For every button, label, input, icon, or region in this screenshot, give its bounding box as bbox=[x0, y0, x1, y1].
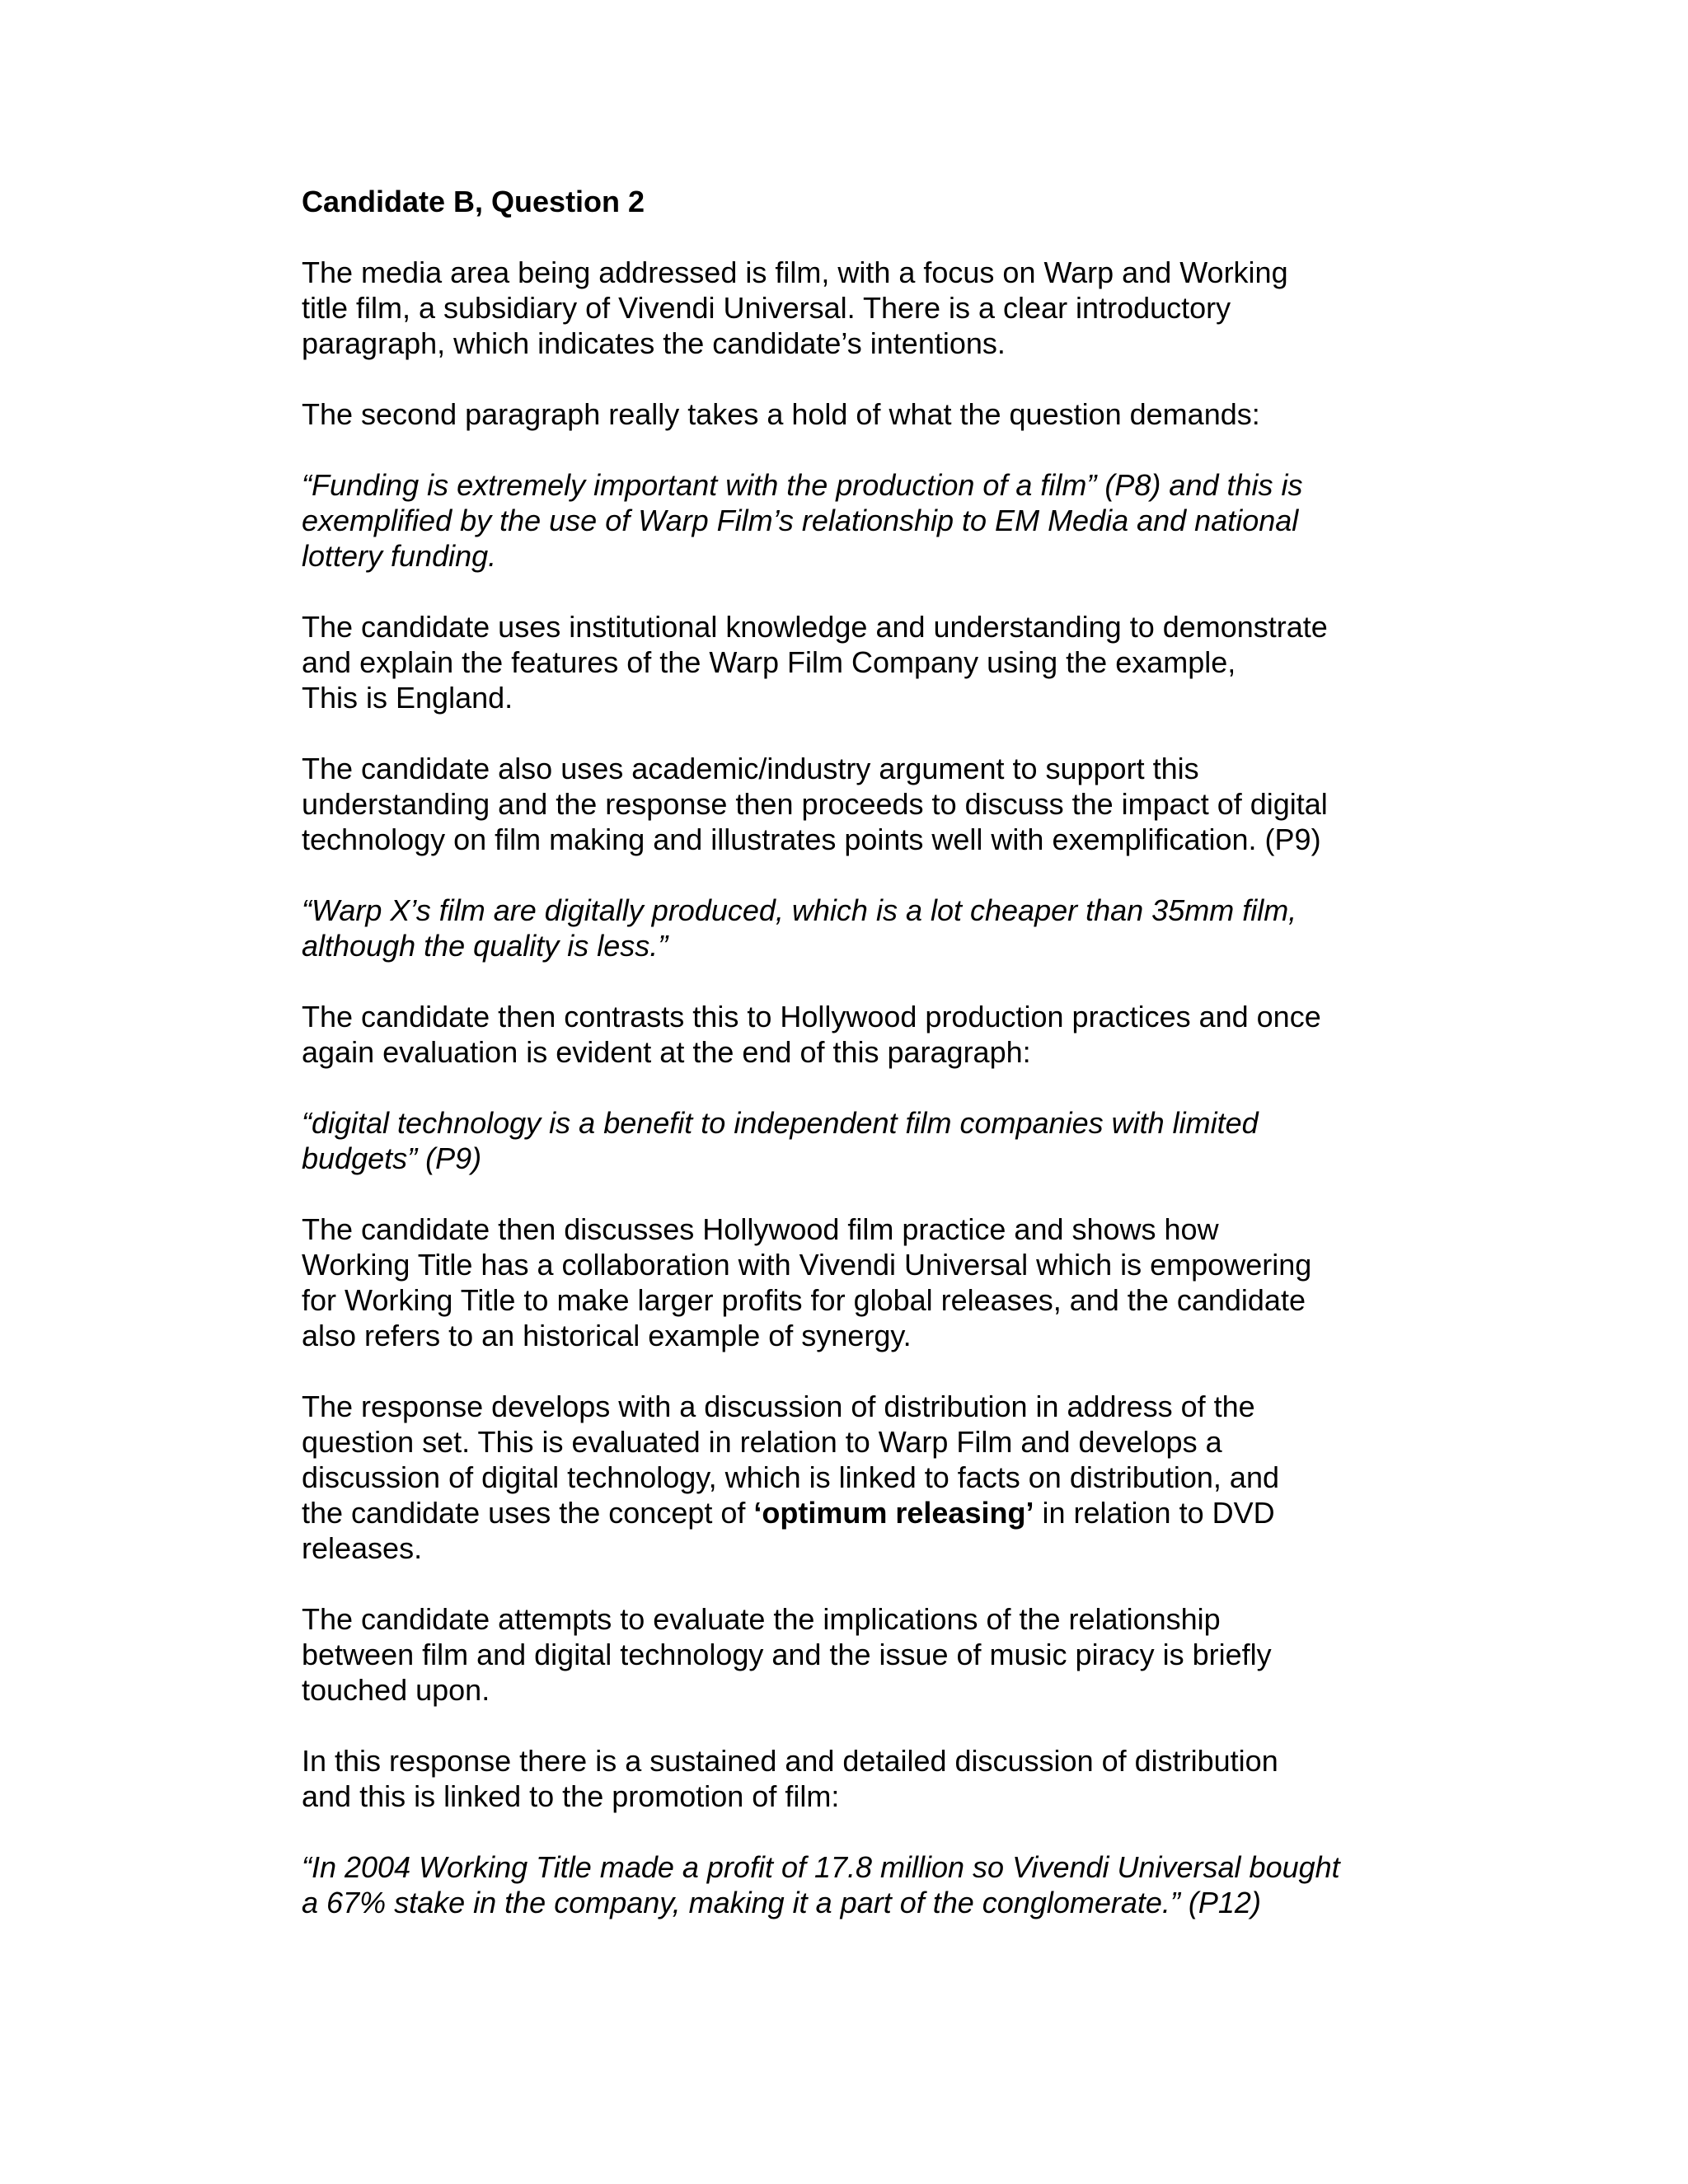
text-line: In this response there is a sustained and detailed discussion of distribution bbox=[302, 1744, 1278, 1778]
text-line: The candidate uses institutional knowledge and understanding to demonstrate bbox=[302, 610, 1328, 644]
text-line: Working Title has a collaboration with Vivendi Universal which is empowering bbox=[302, 1248, 1312, 1282]
text-line: discussion of digital technology, which is linked to facts on distribution, and bbox=[302, 1460, 1279, 1494]
quote-warp-x bbox=[302, 893, 1472, 963]
text-line: paragraph, which indicates the candidate’s intentions. bbox=[302, 326, 1006, 360]
text-fragment: in relation to DVD bbox=[1034, 1496, 1275, 1530]
quote-line: lottery funding. bbox=[302, 539, 497, 573]
text-line: understanding and the response then proceeds to discuss the impact of digital bbox=[302, 787, 1328, 821]
text-fragment: the candidate uses the concept of bbox=[302, 1496, 754, 1530]
text-line: This is England. bbox=[302, 681, 513, 715]
text-line: The candidate attempts to evaluate the implications of the relationship bbox=[302, 1602, 1221, 1636]
paragraph-evaluation bbox=[302, 1601, 1472, 1708]
document-body bbox=[302, 184, 1472, 1956]
text-line: technology on film making and illustrates points well with exemplification. (P9) bbox=[302, 823, 1321, 856]
text-line bbox=[302, 1495, 1472, 1530]
quote-line: budgets” (P9) bbox=[302, 1141, 482, 1175]
paragraph-second bbox=[302, 396, 1472, 432]
paragraph-sustained-discussion bbox=[302, 1743, 1472, 1814]
paragraph-distribution bbox=[302, 1389, 1472, 1566]
text-line: title film, a subsidiary of Vivendi Universal. There is a clear introductory bbox=[302, 291, 1231, 325]
bold-term-optimum-releasing: ‘optimum releasing’ bbox=[753, 1496, 1034, 1530]
text-line: for Working Title to make larger profits for global releases, and the candidate bbox=[302, 1283, 1306, 1317]
quote-line: “Warp X’s film are digitally produced, which is a lot cheaper than 35mm film, bbox=[302, 893, 1297, 927]
quote-line: “digital technology is a benefit to independent film companies with limited bbox=[302, 1106, 1259, 1140]
text-line: and explain the features of the Warp Film Company using the example, bbox=[302, 645, 1236, 679]
quote-line: exemplified by the use of Warp Film’s relationship to EM Media and national bbox=[302, 504, 1299, 537]
quote-digital-technology bbox=[302, 1105, 1472, 1176]
text-line: The media area being addressed is film, with a focus on Warp and Working bbox=[302, 255, 1288, 289]
text-line: touched upon. bbox=[302, 1673, 490, 1707]
paragraph-hollywood-contrast bbox=[302, 999, 1472, 1070]
text-line: also refers to an historical example of synergy. bbox=[302, 1319, 912, 1352]
paragraph-intro bbox=[302, 255, 1472, 361]
text-line: The candidate also uses academic/industry argument to support this bbox=[302, 752, 1199, 785]
text-line: again evaluation is evident at the end of this paragraph: bbox=[302, 1035, 1031, 1069]
quote-line: “Funding is extremely important with the production of a film” (P8) and this is bbox=[302, 468, 1303, 502]
paragraph-working-title bbox=[302, 1212, 1472, 1353]
text-line: question set. This is evaluated in relation to Warp Film and develops a bbox=[302, 1425, 1222, 1459]
text-line: between film and digital technology and the issue of music piracy is briefly bbox=[302, 1638, 1272, 1671]
text-line: The second paragraph really takes a hold of what the question demands: bbox=[302, 397, 1260, 431]
quote-line: a 67% stake in the company, making it a part of the conglomerate.” (P12) bbox=[302, 1886, 1261, 1919]
paragraph-institutional-knowledge bbox=[302, 609, 1472, 715]
text-line: The response develops with a discussion of distribution in address of the bbox=[302, 1390, 1255, 1423]
quote-funding bbox=[302, 467, 1472, 574]
quote-line: although the quality is less.” bbox=[302, 929, 668, 963]
text-line: and this is linked to the promotion of film: bbox=[302, 1779, 840, 1813]
text-line: The candidate then discusses Hollywood film practice and shows how bbox=[302, 1212, 1219, 1246]
quote-profit bbox=[302, 1849, 1472, 1920]
text-line: The candidate then contrasts this to Hollywood production practices and once bbox=[302, 1000, 1321, 1033]
document-heading: Candidate B, Question 2 bbox=[302, 185, 645, 218]
paragraph-academic-argument bbox=[302, 751, 1472, 857]
text-line: releases. bbox=[302, 1531, 423, 1565]
quote-line: “In 2004 Working Title made a profit of 17.8 million so Vivendi Universal bought bbox=[302, 1850, 1340, 1884]
